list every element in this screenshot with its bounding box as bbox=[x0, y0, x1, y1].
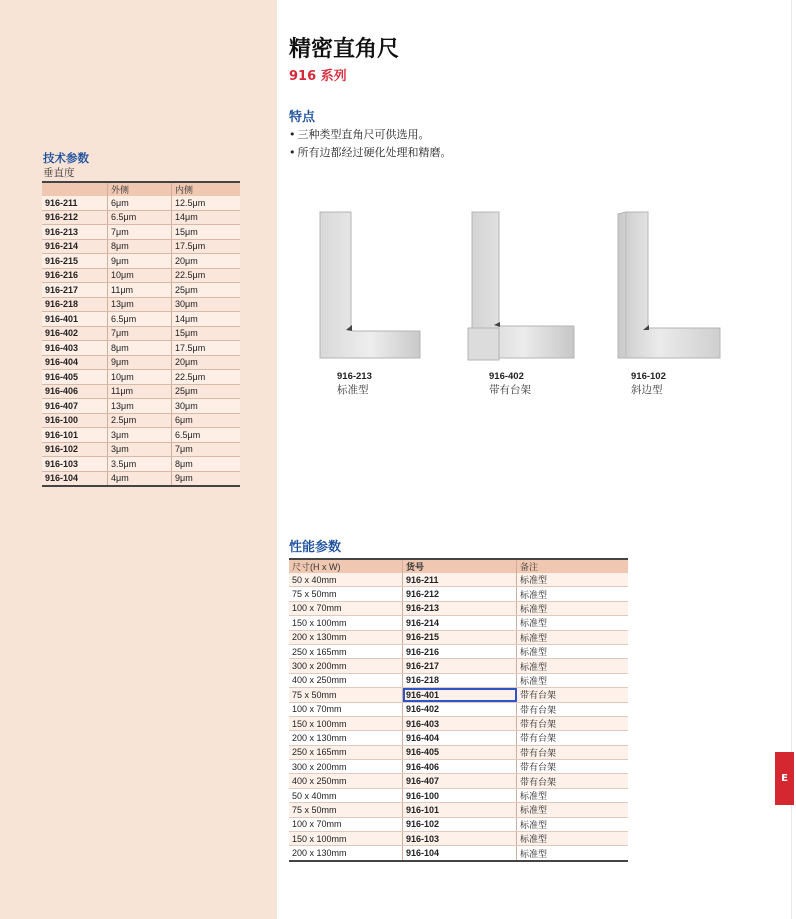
spec-col-inner: 内侧 bbox=[172, 182, 241, 196]
perf-size-cell: 150 x 100mm bbox=[289, 832, 403, 846]
spec-outer-cell: 4μm bbox=[108, 471, 172, 486]
performance-table bbox=[289, 558, 628, 862]
series-label: 916 系列 bbox=[289, 69, 347, 84]
spec-outer-cell: 8μm bbox=[108, 341, 172, 356]
perf-order-no-cell: 916-406 bbox=[403, 760, 517, 774]
spec-table-row bbox=[42, 283, 240, 298]
spec-outer-cell: 2.5μm bbox=[108, 413, 172, 428]
spec-inner-cell: 15μm bbox=[172, 326, 241, 341]
spec-table-row bbox=[42, 384, 240, 399]
spec-model-cell: 916-214 bbox=[42, 239, 108, 254]
spec-outer-cell: 6.5μm bbox=[108, 312, 172, 327]
spec-inner-cell: 8μm bbox=[172, 457, 241, 472]
perf-table-row bbox=[289, 716, 628, 730]
spec-table-row bbox=[42, 312, 240, 327]
spec-col-outer: 外侧 bbox=[108, 182, 172, 196]
perf-size-cell: 50 x 40mm bbox=[289, 573, 403, 587]
product-model-1: 916-213 bbox=[337, 371, 372, 382]
perf-table-row bbox=[289, 673, 628, 687]
perf-table-row bbox=[289, 731, 628, 745]
product-type-1: 标准型 bbox=[337, 384, 369, 396]
perf-size-cell: 400 x 250mm bbox=[289, 774, 403, 788]
perf-size-cell: 300 x 200mm bbox=[289, 659, 403, 673]
feature-item: • 三种类型直角尺可供选用。 bbox=[289, 126, 452, 144]
product-image-bevel bbox=[616, 210, 722, 360]
spec-outer-cell: 3.5μm bbox=[108, 457, 172, 472]
spec-table-row bbox=[42, 370, 240, 385]
spec-model-cell: 916-216 bbox=[42, 268, 108, 283]
perf-table-row bbox=[289, 688, 628, 702]
perf-order-no-cell: 916-401 bbox=[403, 688, 517, 702]
perf-size-cell: 150 x 100mm bbox=[289, 616, 403, 630]
spec-inner-cell: 30μm bbox=[172, 297, 241, 312]
perf-size-cell: 75 x 50mm bbox=[289, 587, 403, 601]
spec-model-cell: 916-213 bbox=[42, 225, 108, 240]
product-image-standard bbox=[318, 210, 422, 360]
product-type-2: 带有台架 bbox=[489, 384, 531, 396]
perf-table-row bbox=[289, 788, 628, 802]
perf-table-row bbox=[289, 803, 628, 817]
spec-outer-cell: 11μm bbox=[108, 283, 172, 298]
perf-table-row bbox=[289, 601, 628, 615]
perf-col-size: 尺寸(H x W) bbox=[289, 559, 403, 573]
perf-table-row bbox=[289, 760, 628, 774]
spec-inner-cell: 17.5μm bbox=[172, 341, 241, 356]
section-tab-e[interactable]: E bbox=[775, 752, 794, 805]
spec-outer-cell: 9μm bbox=[108, 254, 172, 269]
spec-table-row bbox=[42, 326, 240, 341]
perf-order-no-cell: 916-407 bbox=[403, 774, 517, 788]
perf-remark-cell: 标准型 bbox=[517, 644, 629, 658]
perf-table-row bbox=[289, 630, 628, 644]
perf-size-cell: 250 x 165mm bbox=[289, 644, 403, 658]
spec-model-cell: 916-402 bbox=[42, 326, 108, 341]
perf-order-no-cell: 916-218 bbox=[403, 673, 517, 687]
perf-order-no-cell: 916-216 bbox=[403, 644, 517, 658]
spec-model-cell: 916-212 bbox=[42, 210, 108, 225]
perf-remark-cell: 带有台架 bbox=[517, 688, 629, 702]
spec-model-cell: 916-405 bbox=[42, 370, 108, 385]
spec-table-row bbox=[42, 442, 240, 457]
perf-order-no-cell: 916-103 bbox=[403, 832, 517, 846]
spec-model-cell: 916-404 bbox=[42, 355, 108, 370]
perf-remark-cell: 带有台架 bbox=[517, 745, 629, 759]
perf-size-cell: 200 x 130mm bbox=[289, 846, 403, 861]
perf-size-cell: 50 x 40mm bbox=[289, 788, 403, 802]
spec-inner-cell: 7μm bbox=[172, 442, 241, 457]
spec-outer-cell: 10μm bbox=[108, 268, 172, 283]
spec-model-cell: 916-403 bbox=[42, 341, 108, 356]
perf-remark-cell: 标准型 bbox=[517, 659, 629, 673]
perf-size-cell: 200 x 130mm bbox=[289, 630, 403, 644]
spec-inner-cell: 22.5μm bbox=[172, 268, 241, 283]
spec-table-row bbox=[42, 399, 240, 414]
spec-model-cell: 916-218 bbox=[42, 297, 108, 312]
perf-table-row bbox=[289, 616, 628, 630]
perf-table-row bbox=[289, 846, 628, 861]
perf-order-no-cell: 916-211 bbox=[403, 573, 517, 587]
spec-model-cell: 916-407 bbox=[42, 399, 108, 414]
perf-table-row bbox=[289, 832, 628, 846]
perf-size-cell: 250 x 165mm bbox=[289, 745, 403, 759]
performance-heading: 性能参数 bbox=[289, 540, 342, 555]
perf-table-row bbox=[289, 659, 628, 673]
perf-remark-cell: 带有台架 bbox=[517, 702, 629, 716]
perf-order-no-cell: 916-212 bbox=[403, 587, 517, 601]
perf-remark-cell: 标准型 bbox=[517, 788, 629, 802]
perf-remark-cell: 标准型 bbox=[517, 803, 629, 817]
spec-inner-cell: 25μm bbox=[172, 384, 241, 399]
spec-model-cell: 916-401 bbox=[42, 312, 108, 327]
page-title: 精密直角尺 bbox=[289, 37, 400, 62]
spec-table-row bbox=[42, 341, 240, 356]
perf-table-row bbox=[289, 817, 628, 831]
spec-outer-cell: 6μm bbox=[108, 196, 172, 210]
perf-size-cell: 100 x 70mm bbox=[289, 702, 403, 716]
spec-inner-cell: 14μm bbox=[172, 210, 241, 225]
spec-inner-cell: 15μm bbox=[172, 225, 241, 240]
perf-remark-cell: 标准型 bbox=[517, 673, 629, 687]
product-model-2: 916-402 bbox=[489, 371, 524, 382]
perf-size-cell: 100 x 70mm bbox=[289, 817, 403, 831]
spec-inner-cell: 6μm bbox=[172, 413, 241, 428]
perf-size-cell: 75 x 50mm bbox=[289, 688, 403, 702]
spec-model-cell: 916-100 bbox=[42, 413, 108, 428]
spec-table-row bbox=[42, 239, 240, 254]
perf-order-no-cell: 916-104 bbox=[403, 846, 517, 861]
perf-remark-cell: 标准型 bbox=[517, 616, 629, 630]
perf-remark-cell: 带有台架 bbox=[517, 774, 629, 788]
feature-item: • 所有边都经过硬化处理和精磨。 bbox=[289, 144, 452, 162]
spec-inner-cell: 9μm bbox=[172, 471, 241, 486]
spec-inner-cell: 20μm bbox=[172, 355, 241, 370]
spec-table-row bbox=[42, 457, 240, 472]
perf-order-no-cell: 916-217 bbox=[403, 659, 517, 673]
spec-inner-cell: 20μm bbox=[172, 254, 241, 269]
spec-inner-cell: 6.5μm bbox=[172, 428, 241, 443]
spec-col-model bbox=[42, 182, 108, 196]
spec-table-row bbox=[42, 210, 240, 225]
spec-outer-cell: 6.5μm bbox=[108, 210, 172, 225]
spec-table-row bbox=[42, 471, 240, 486]
spec-model-cell: 916-211 bbox=[42, 196, 108, 210]
spec-table-row bbox=[42, 413, 240, 428]
spec-outer-cell: 13μm bbox=[108, 399, 172, 414]
perf-remark-cell: 带有台架 bbox=[517, 716, 629, 730]
perf-size-cell: 200 x 130mm bbox=[289, 731, 403, 745]
perf-size-cell: 400 x 250mm bbox=[289, 673, 403, 687]
spec-outer-cell: 3μm bbox=[108, 428, 172, 443]
perf-table-row bbox=[289, 774, 628, 788]
perf-order-no-cell: 916-215 bbox=[403, 630, 517, 644]
perf-order-no-cell: 916-102 bbox=[403, 817, 517, 831]
product-type-3: 斜边型 bbox=[631, 384, 663, 396]
spec-table-row bbox=[42, 196, 240, 210]
spec-table-row bbox=[42, 268, 240, 283]
spec-model-cell: 916-215 bbox=[42, 254, 108, 269]
perf-remark-cell: 标准型 bbox=[517, 846, 629, 861]
spec-inner-cell: 30μm bbox=[172, 399, 241, 414]
spec-subheading: 垂直度 bbox=[43, 167, 75, 179]
spec-table-row bbox=[42, 254, 240, 269]
perf-col-remark: 备注 bbox=[517, 559, 629, 573]
features-heading: 特点 bbox=[289, 110, 316, 125]
perf-size-cell: 75 x 50mm bbox=[289, 803, 403, 817]
spec-heading: 技术参数 bbox=[43, 151, 89, 165]
spec-model-cell: 916-406 bbox=[42, 384, 108, 399]
perf-table-row bbox=[289, 745, 628, 759]
perf-table-row bbox=[289, 702, 628, 716]
spec-table-row bbox=[42, 297, 240, 312]
perf-size-cell: 150 x 100mm bbox=[289, 716, 403, 730]
spec-table-row bbox=[42, 225, 240, 240]
perf-order-no-cell: 916-405 bbox=[403, 745, 517, 759]
spec-outer-cell: 7μm bbox=[108, 225, 172, 240]
product-image-with-base bbox=[466, 210, 576, 362]
spec-model-cell: 916-101 bbox=[42, 428, 108, 443]
perf-table-row bbox=[289, 587, 628, 601]
perf-order-no-cell: 916-404 bbox=[403, 731, 517, 745]
spec-outer-cell: 13μm bbox=[108, 297, 172, 312]
perf-col-order-no: 货号 bbox=[403, 559, 517, 573]
spec-inner-cell: 12.5μm bbox=[172, 196, 241, 210]
spec-inner-cell: 14μm bbox=[172, 312, 241, 327]
spec-inner-cell: 22.5μm bbox=[172, 370, 241, 385]
perf-remark-cell: 带有台架 bbox=[517, 731, 629, 745]
spec-inner-cell: 25μm bbox=[172, 283, 241, 298]
perf-order-no-cell: 916-402 bbox=[403, 702, 517, 716]
perf-order-no-cell: 916-214 bbox=[403, 616, 517, 630]
spec-model-cell: 916-102 bbox=[42, 442, 108, 457]
perf-remark-cell: 标准型 bbox=[517, 817, 629, 831]
perf-order-no-cell: 916-100 bbox=[403, 788, 517, 802]
spec-outer-cell: 10μm bbox=[108, 370, 172, 385]
spec-outer-cell: 8μm bbox=[108, 239, 172, 254]
perf-remark-cell: 标准型 bbox=[517, 630, 629, 644]
spec-outer-cell: 9μm bbox=[108, 355, 172, 370]
perf-remark-cell: 标准型 bbox=[517, 587, 629, 601]
spec-outer-cell: 3μm bbox=[108, 442, 172, 457]
spec-model-cell: 916-103 bbox=[42, 457, 108, 472]
perf-order-no-cell: 916-101 bbox=[403, 803, 517, 817]
perf-order-no-cell: 916-213 bbox=[403, 601, 517, 615]
perf-size-cell: 300 x 200mm bbox=[289, 760, 403, 774]
spec-table bbox=[42, 181, 240, 487]
perf-remark-cell: 带有台架 bbox=[517, 760, 629, 774]
perf-remark-cell: 标准型 bbox=[517, 832, 629, 846]
spec-inner-cell: 17.5μm bbox=[172, 239, 241, 254]
spec-outer-cell: 7μm bbox=[108, 326, 172, 341]
spec-model-cell: 916-104 bbox=[42, 471, 108, 486]
perf-table-row bbox=[289, 573, 628, 587]
perf-table-row bbox=[289, 644, 628, 658]
features-list bbox=[289, 126, 452, 162]
spec-outer-cell: 11μm bbox=[108, 384, 172, 399]
perf-size-cell: 100 x 70mm bbox=[289, 601, 403, 615]
spec-model-cell: 916-217 bbox=[42, 283, 108, 298]
perf-remark-cell: 标准型 bbox=[517, 601, 629, 615]
perf-order-no-cell: 916-403 bbox=[403, 716, 517, 730]
product-model-3: 916-102 bbox=[631, 371, 666, 382]
spec-table-row bbox=[42, 355, 240, 370]
perf-remark-cell: 标准型 bbox=[517, 573, 629, 587]
spec-table-row bbox=[42, 428, 240, 443]
